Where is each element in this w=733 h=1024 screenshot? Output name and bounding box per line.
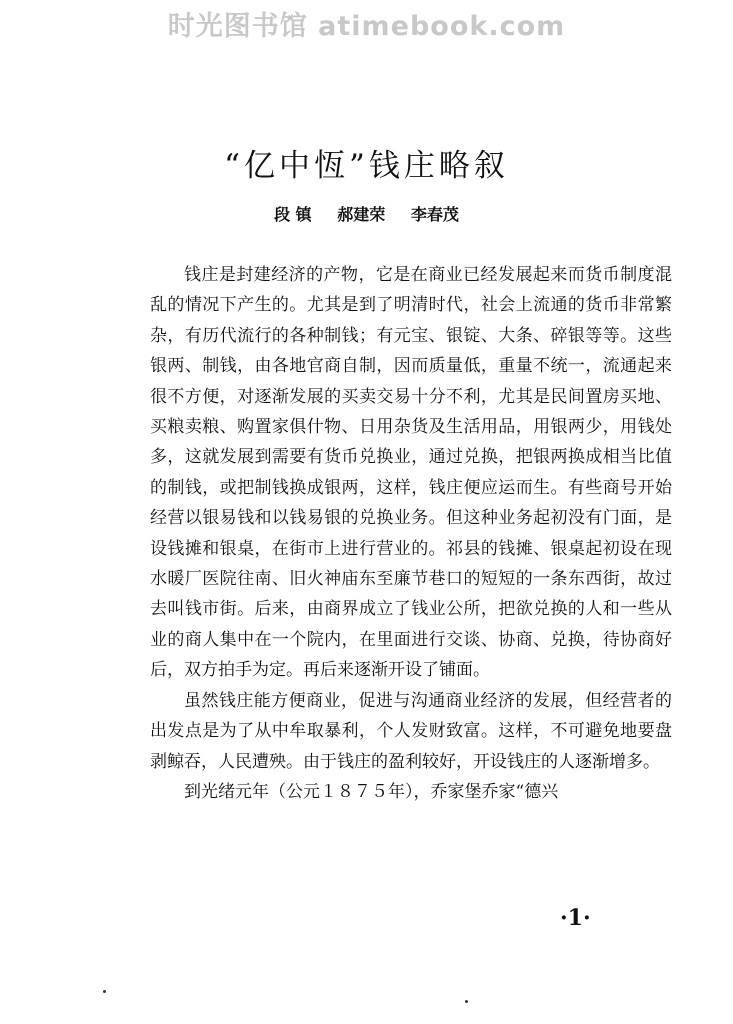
page-number: ·1·: [560, 905, 591, 931]
paragraph: 虽然钱庄能方便商业，促进与沟通商业经济的发展，但经营者的出发点是为了从中牟取暴利，个人发财致富。这样，不可避免地要盘剥鲸吞，人民遭殃。由于钱庄的盈利较好，开设钱庄的人逐渐增多。: [150, 690, 672, 772]
author-name: 郝建荣: [337, 205, 386, 224]
watermark: 时光图书馆 atimebook.com: [167, 11, 566, 42]
author-name: 段 镇: [274, 205, 312, 224]
scan-speck: [103, 990, 106, 993]
article-title: “亿中恆”钱庄略叙: [224, 148, 509, 184]
article-body: [150, 260, 672, 807]
authors: [0, 202, 733, 225]
paragraph: 钱庄是封建经济的产物，它是在商业已经发展起来而货币制度混乱的情况下产生的。尤其是到了明清时代，社会上流通的货币非常繁杂，有历代流行的各种制钱；有元宝、银锭、大条、碎银等等。这些银两、制钱，由各地官商自制，因而质量低，重量不统一，流通起来很不方便，对逐渐发展的买卖交易十分不利，尤其是民间置房买地、买粮卖粮、购置家俱什物、日用杂货及生活用品，用银两少，用钱处多，这就发展到需要有货币兑换业，通过兑换，把银两换成相当比值的制钱，或把制钱换成银两，这样，钱庄便应运而生。有些商号开始经营以银易钱和以钱易银的兑换业务。但这种业务起初没有门面，是设钱摊和银桌，在街市上进行营业的。祁县的钱摊、银桌起初设在现水暖厂医院往南、旧火神庙东至廉节巷口的短短的一条东西街，故过去叫钱市街。后来，由商界成立了钱业公所，把欲兑换的人和一些从业的商人集中在一个院内，在里面进行交谈、协商、兑换，待协商好后，双方拍手为定。再后来逐渐开设了铺面。: [150, 265, 672, 681]
scan-speck: [465, 1000, 468, 1003]
author-name: 李春茂: [410, 205, 459, 224]
paragraph: 到光绪元年（公元１８７５年），乔家堡乔家“德兴: [184, 781, 559, 802]
